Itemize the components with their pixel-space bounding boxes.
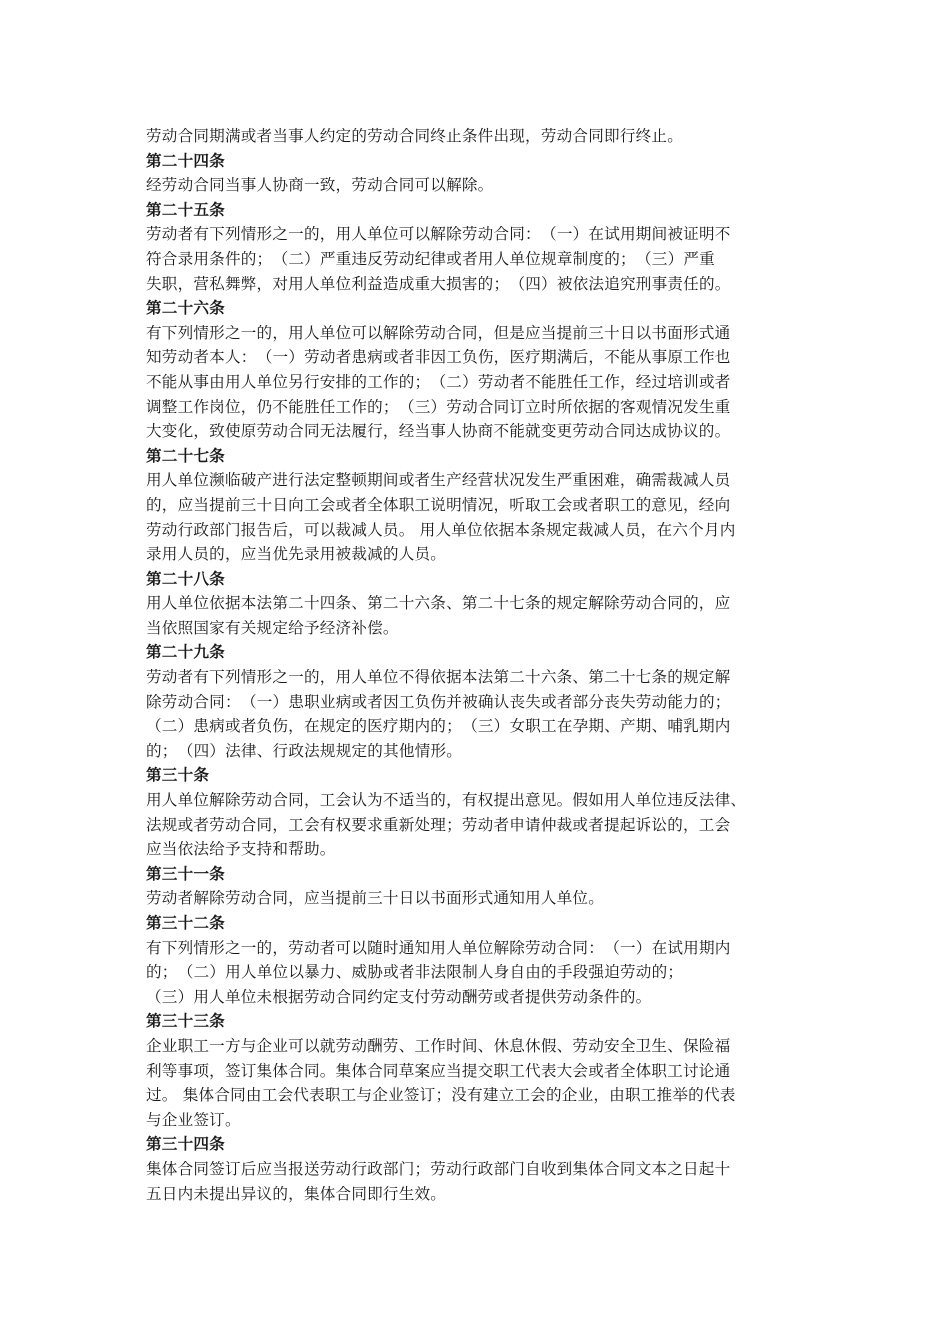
article-line: （三）用人单位未根据劳动合同约定支付劳动酬劳或者提供劳动条件的。 [146, 987, 652, 1006]
article-line: 不能从事由用人单位另行安排的工作的； （二）劳动者不能胜任工作，经过培训或者 [146, 372, 731, 391]
article-heading: 第二十四条 [146, 151, 225, 170]
article-line: 调整工作岗位，仍不能胜任工作的； （三）劳动合同订立时所依据的客观情况发生重 [146, 397, 731, 416]
article-line: 大变化，致使原劳动合同无法履行，经当事人协商不能就变更劳动合同达成协议的。 [146, 422, 731, 441]
article-line: 除劳动合同： （一）患职业病或者因工负伤并被确认丧失或者部分丧失劳动能力的； [146, 692, 731, 711]
article-26 [146, 296, 806, 444]
article-line: 失职，营私舞弊，对用人单位利益造成重大损害的； （四）被依法追究刑事责任的。 [146, 274, 731, 293]
article-34 [146, 1132, 806, 1206]
article-line: 符合录用条件的； （二）严重违反劳动纪律或者用人单位规章制度的； （三）严重 [146, 249, 715, 268]
article-line: 利等事项，签订集体合同。集体合同草案应当提交职工代表大会或者全体职工讨论通 [146, 1061, 731, 1080]
article-line: 集体合同签订后应当报送劳动行政部门；劳动行政部门自收到集体合同文本之日起十 [146, 1159, 731, 1178]
article-line: 用人单位濒临破产进行法定整顿期间或者生产经营状况发生严重困难，确需裁减人员 [146, 471, 731, 490]
article-heading: 第二十七条 [146, 446, 225, 465]
document-page [146, 124, 806, 1206]
article-line: 应当依法给予支持和帮助。 [146, 840, 336, 859]
article-heading: 第三十一条 [146, 864, 225, 883]
article-29 [146, 640, 806, 763]
article-line: 用人单位依据本法第二十四条、第二十六条、第二十七条的规定解除劳动合同的，应 [146, 594, 731, 613]
article-line: 过。 集体合同由工会代表职工与企业签订；没有建立工会的企业，由职工推举的代表 [146, 1086, 736, 1105]
article-line: 劳动行政部门报告后，可以裁减人员。 用人单位依据本条规定裁减人员，在六个月内 [146, 520, 736, 539]
article-27 [146, 444, 806, 567]
article-heading: 第二十九条 [146, 643, 225, 662]
article-line: 劳动者解除劳动合同，应当提前三十日以书面形式通知用人单位。 [146, 889, 605, 908]
article-line: 有下列情形之一的，劳动者可以随时通知用人单位解除劳动合同： （一）在试用期内 [146, 938, 731, 957]
article-line: 的； （四）法律、行政法规规定的其他情形。 [146, 741, 463, 760]
article-24 [146, 149, 806, 198]
article-30 [146, 763, 806, 861]
article-line: 当依照国家有关规定给予经济补偿。 [146, 618, 399, 637]
article-33 [146, 1009, 806, 1132]
article-heading: 第三十条 [146, 766, 210, 785]
article-32 [146, 911, 806, 1009]
article-heading: 第二十五条 [146, 200, 225, 219]
article-31 [146, 862, 806, 911]
article-heading: 第三十三条 [146, 1012, 225, 1031]
article-line: 的，应当提前三十日向工会或者全体职工说明情况，听取工会或者职工的意见，经向 [146, 495, 731, 514]
article-line: 与企业签订。 [146, 1110, 241, 1129]
article-line: 经劳动合同当事人协商一致，劳动合同可以解除。 [146, 176, 494, 195]
intro-line: 劳动合同期满或者当事人约定的劳动合同终止条件出现，劳动合同即行终止。 [146, 127, 683, 145]
article-heading: 第二十八条 [146, 569, 225, 588]
article-line: 法规或者劳动合同，工会有权要求重新处理；劳动者申请仲裁或者提起诉讼的，工会 [146, 815, 731, 834]
article-line: 劳动者有下列情形之一的，用人单位可以解除劳动合同： （一）在试用期间被证明不 [146, 225, 731, 244]
article-line: 用人单位解除劳动合同，工会认为不适当的，有权提出意见。假如用人单位违反法律、 [146, 791, 747, 810]
article-line: 劳动者有下列情形之一的，用人单位不得依据本法第二十六条、第二十七条的规定解 [146, 668, 731, 687]
article-line: 有下列情形之一的，用人单位可以解除劳动合同，但是应当提前三十日以书面形式通 [146, 323, 731, 342]
article-line: 知劳动者本人： （一）劳动者患病或者非因工负伤，医疗期满后，不能从事原工作也 [146, 348, 731, 367]
article-line: 企业职工一方与企业可以就劳动酬劳、工作时间、休息休假、劳动安全卫生、保险福 [146, 1036, 731, 1055]
article-28 [146, 567, 806, 641]
article-line: 的； （二）用人单位以暴力、威胁或者非法限制人身自由的手段强迫劳动的； [146, 963, 684, 982]
article-line: 录用人员的，应当优先录用被裁减的人员。 [146, 545, 447, 564]
article-heading: 第三十四条 [146, 1135, 225, 1154]
article-heading: 第三十二条 [146, 914, 225, 932]
article-25 [146, 198, 806, 296]
article-line: 五日内未提出异议的，集体合同即行生效。 [146, 1184, 447, 1203]
article-heading: 第二十六条 [146, 299, 225, 318]
article-line: （二）患病或者负伤，在规定的医疗期内的； （三）女职工在孕期、产期、哺乳期内 [146, 717, 731, 736]
